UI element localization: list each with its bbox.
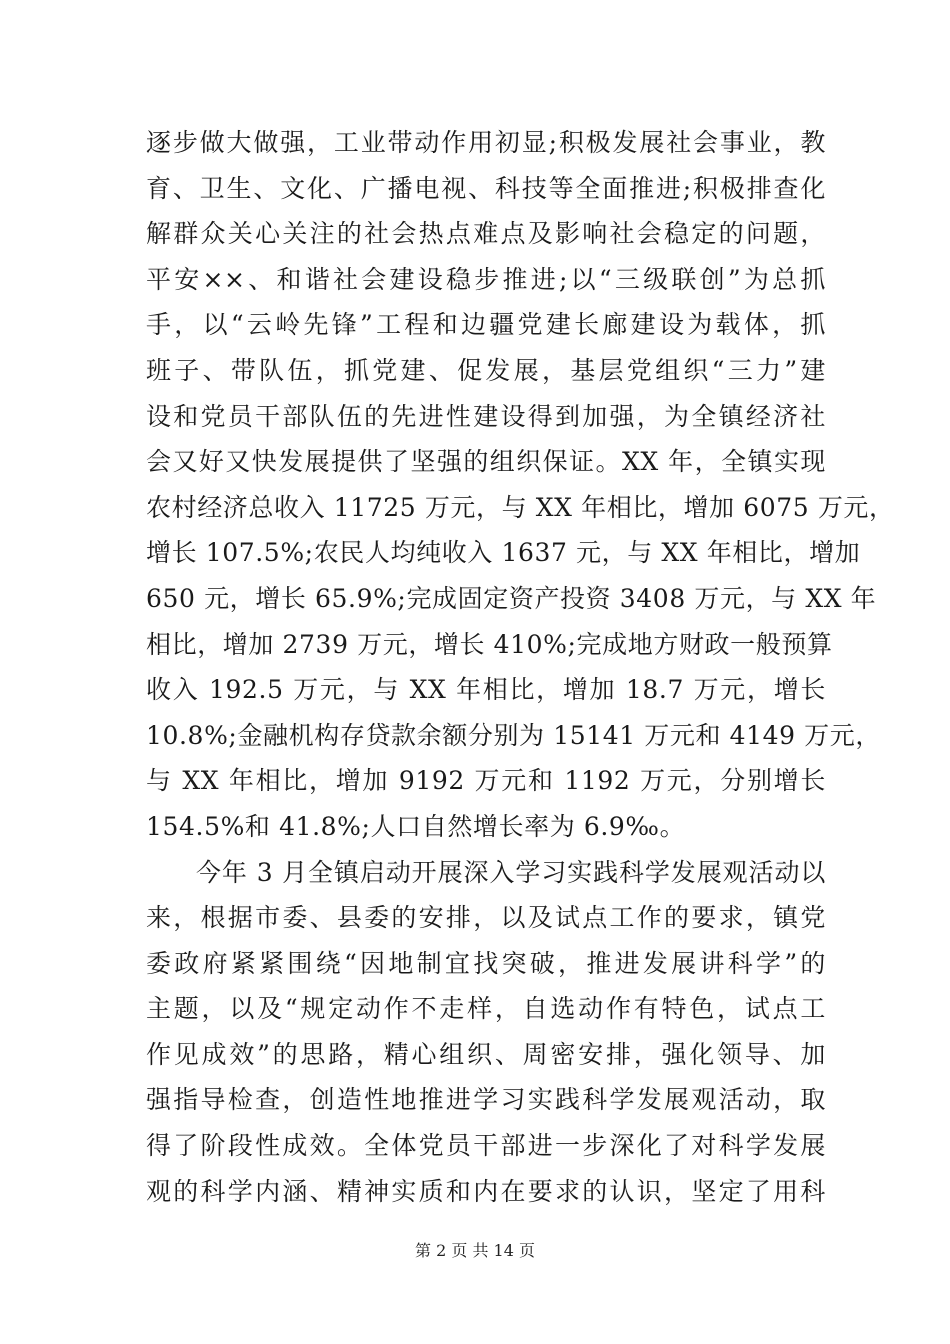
text-line: 手，以“云岭先锋”工程和边疆党建长廊建设为载体，抓 [146, 310, 826, 340]
text-line: 育、卫生、文化、广播电视、科技等全面推进;积极排查化 [146, 173, 826, 203]
text-line: 委政府紧紧围绕“因地制宜找突破，推进发展讲科学”的 [146, 948, 826, 978]
text-line: 平安××、和谐社会建设稳步推进;以“三级联创”为总抓 [146, 264, 826, 294]
paragraph-last-line: 154.5%和 41.8%;人口自然增长率为 6.9‰。 [146, 811, 686, 841]
text-line: 来，根据市委、县委的安排，以及试点工作的要求，镇党 [146, 903, 826, 933]
text-line: 设和党员干部队伍的先进性建设得到加强，为全镇经济社 [146, 401, 826, 431]
text-line: 相比，增加 2739 万元，增长 410%;完成地方财政一般预算 [146, 629, 833, 659]
text-line: 观的科学内涵、精神实质和内在要求的认识，坚定了用科 [146, 1176, 826, 1206]
text-line: 10.8%;金融机构存贷款余额分别为 15141 万元和 4149 万元， [146, 720, 881, 750]
text-line: 班子、带队伍，抓党建、促发展，基层党组织“三力”建 [146, 355, 826, 385]
text-line: 主题，以及“规定动作不走样，自选动作有特色，试点工 [146, 994, 826, 1024]
text-line: 逐步做大做强，工业带动作用初显;积极发展社会事业，教 [146, 128, 826, 157]
text-line: 作见成效”的思路，精心组织、周密安排，强化领导、加 [146, 1039, 826, 1069]
text-line: 收入 192.5 万元，与 XX 年相比，增加 18.7 万元，增长 [146, 675, 826, 705]
text-line: 会又好又快发展提供了坚强的组织保证。XX 年，全镇实现 [146, 447, 826, 477]
text-line: 农村经济总收入 11725 万元，与 XX 年相比，增加 6075 万元， [146, 492, 895, 522]
text-line: 得了阶段性成效。全体党员干部进一步深化了对科学发展 [146, 1131, 826, 1161]
text-line: 与 XX 年相比，增加 9192 万元和 1192 万元，分别增长 [146, 766, 826, 796]
paragraph-first-line: 今年 3 月全镇启动开展深入学习实践科学发展观活动以 [196, 857, 826, 887]
body-text [146, 120, 895, 1214]
text-line: 增长 107.5%;农民人均纯收入 1637 元，与 XX 年相比，增加 [146, 538, 861, 568]
text-line: 强指导检查，创造性地推进学习实践科学发展观活动，取 [146, 1085, 826, 1115]
page-number-footer: 第 2 页 共 14 页 [415, 1241, 535, 1260]
text-line: 解群众关心关注的社会热点难点及影响社会稳定的问题， [146, 219, 826, 249]
text-line: 650 元，增长 65.9%;完成固定资产投资 3408 万元，与 XX 年 [146, 583, 877, 613]
